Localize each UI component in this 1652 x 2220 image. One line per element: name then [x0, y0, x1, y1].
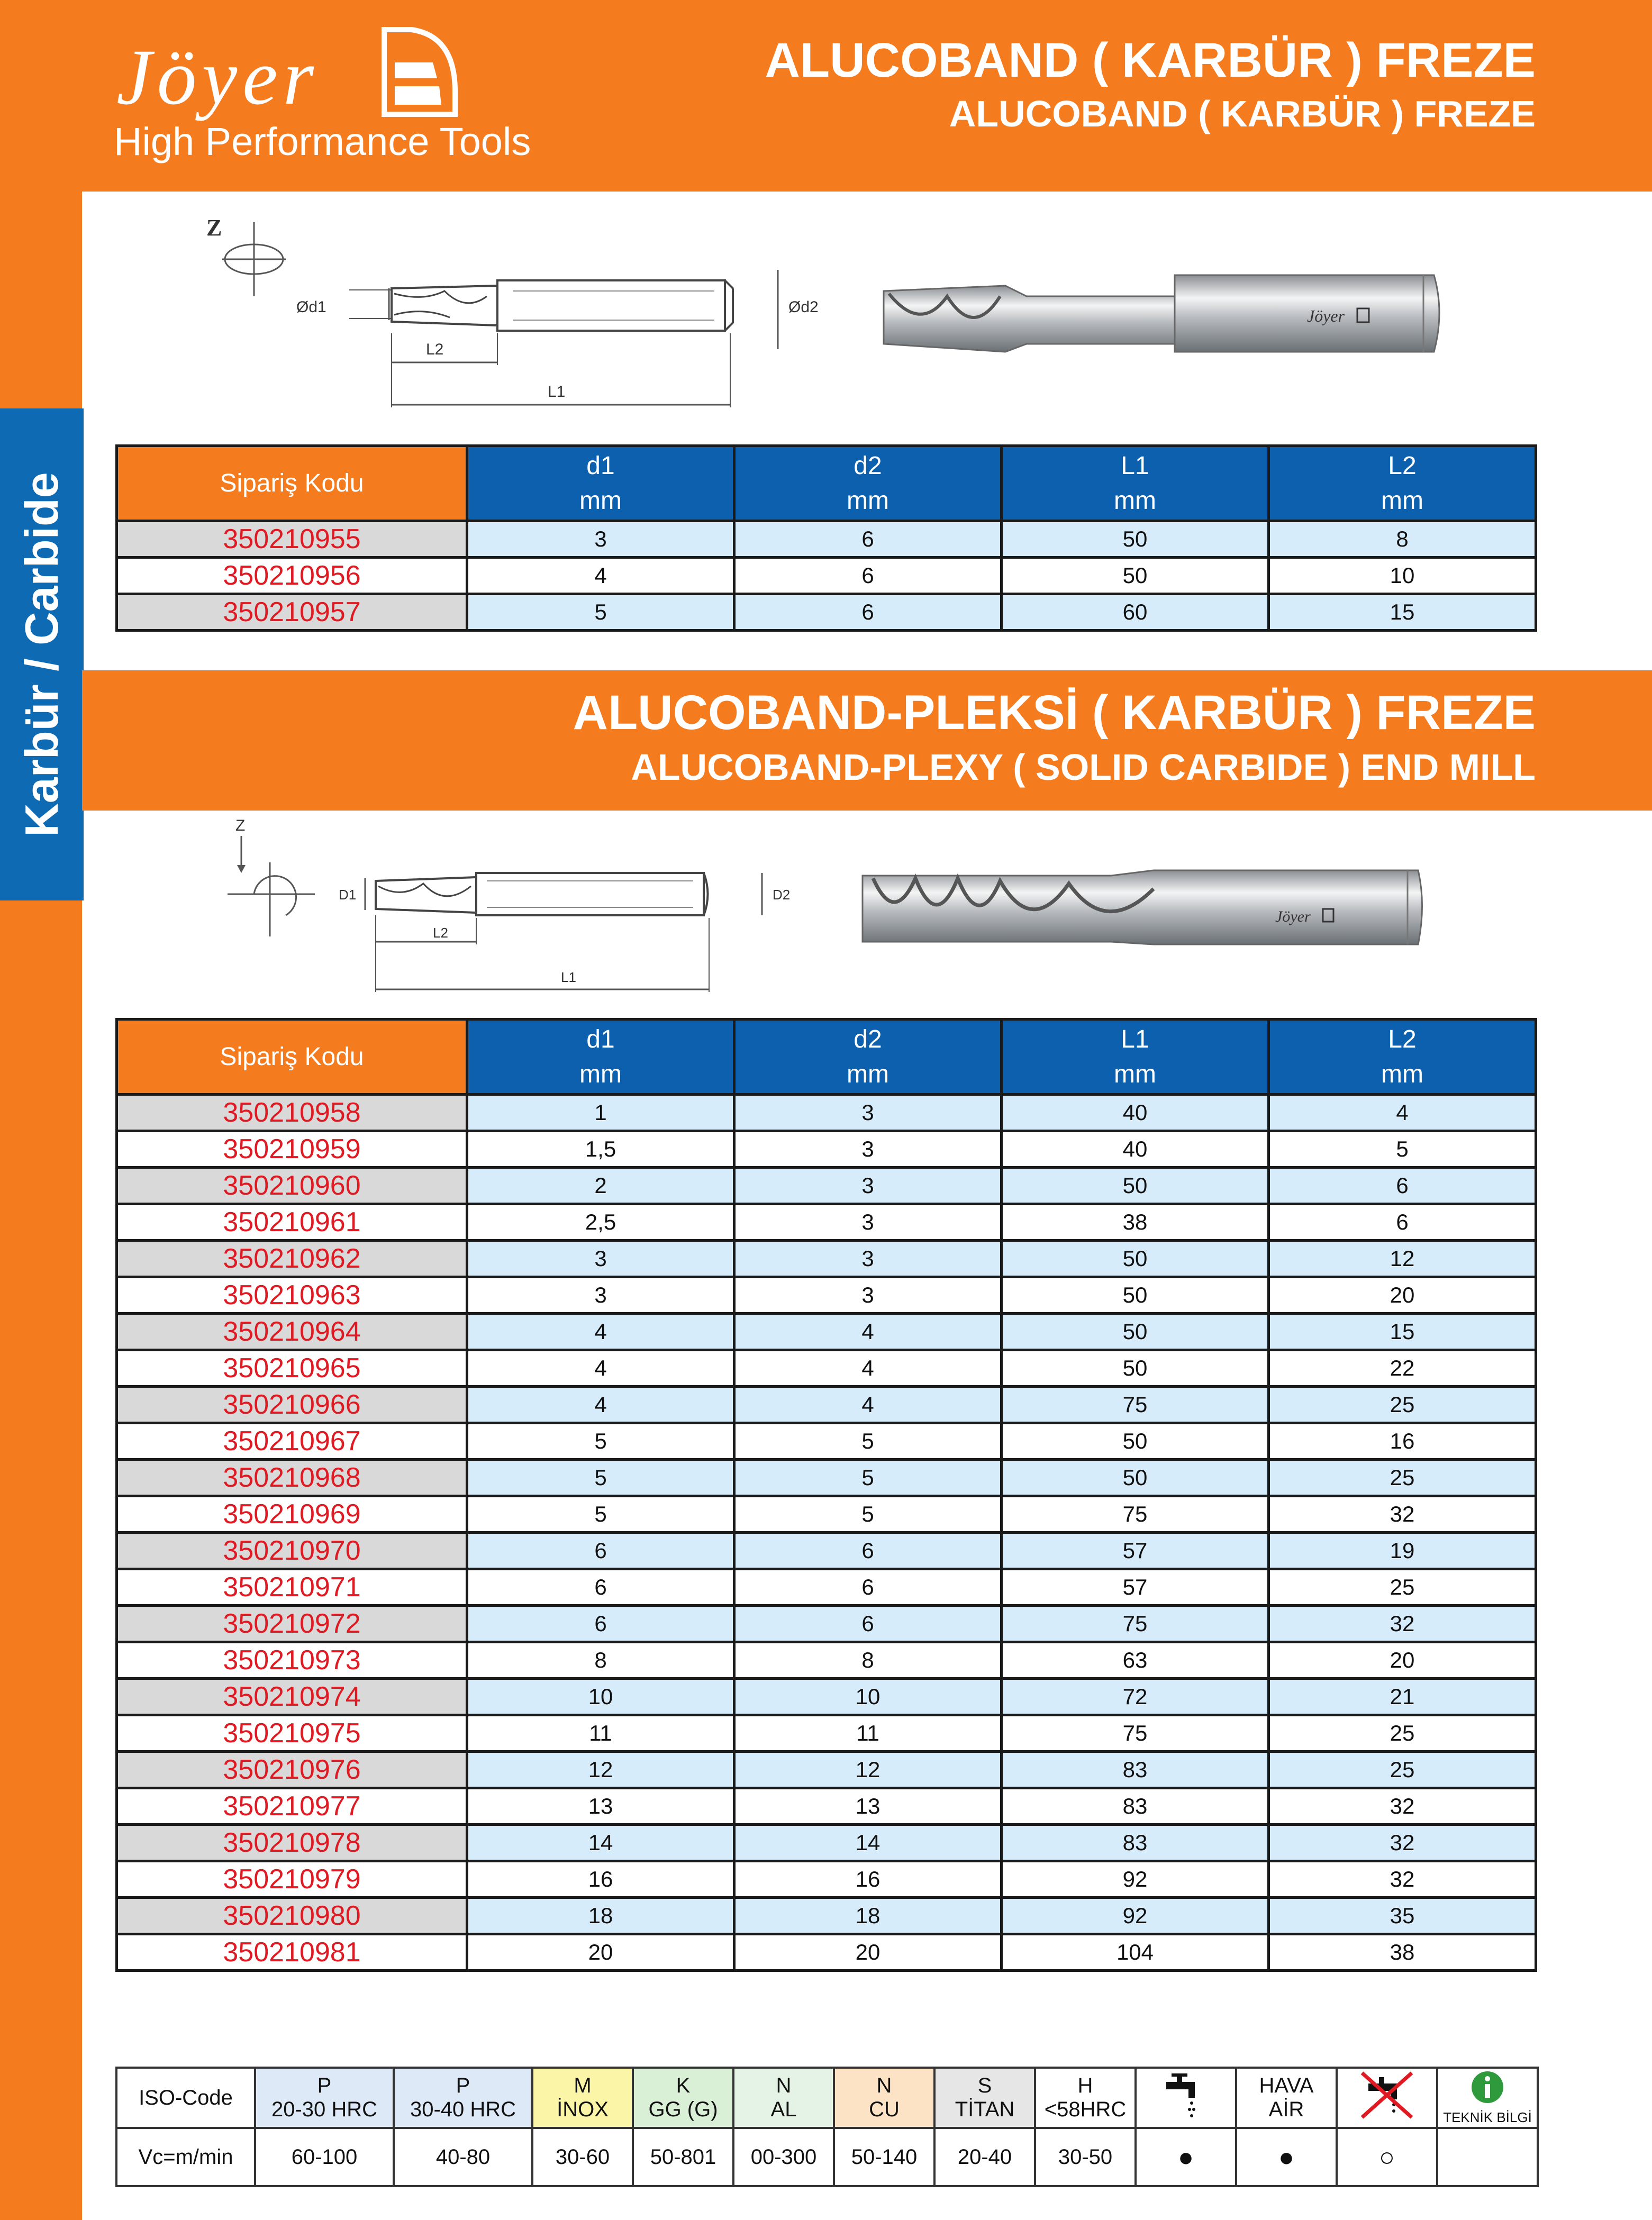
- order-code-cell: 350210969: [117, 1496, 467, 1533]
- table-row: [117, 1095, 1536, 1131]
- value-cell: 83: [1002, 1752, 1269, 1788]
- iso-p2: P 30-40 HRC: [394, 2068, 532, 2128]
- header-l2: L2 mm: [1269, 446, 1536, 521]
- order-code-cell: 350210961: [117, 1204, 467, 1241]
- value-cell: 10: [1269, 558, 1536, 594]
- table-row: [117, 1533, 1536, 1569]
- drawing2-d2-label: D2: [773, 887, 791, 903]
- value-cell: 3: [734, 1168, 1002, 1204]
- section1-spec-table: [115, 444, 1537, 632]
- value-cell: 3: [734, 1241, 1002, 1277]
- value-cell: 50: [1002, 1277, 1269, 1314]
- value-cell: 50: [1002, 1241, 1269, 1277]
- header-d1: d1 mm: [467, 446, 734, 521]
- value-cell: 63: [1002, 1642, 1269, 1679]
- value-cell: 50: [1002, 1168, 1269, 1204]
- iso-m: M İNOX: [532, 2068, 633, 2128]
- value-cell: 13: [734, 1788, 1002, 1825]
- value-cell: 4: [467, 1350, 734, 1387]
- vc-h: 30-50: [1035, 2128, 1136, 2186]
- order-code-cell: 350210973: [117, 1642, 467, 1679]
- value-cell: 6: [734, 521, 1002, 558]
- order-code-cell: 350210978: [117, 1825, 467, 1861]
- drawing1-d2-label: Ød2: [788, 298, 819, 316]
- order-code-cell: 350210958: [117, 1095, 467, 1131]
- order-code-cell: 350210974: [117, 1679, 467, 1715]
- table-row: [117, 1277, 1536, 1314]
- order-code-cell: 350210981: [117, 1934, 467, 1971]
- header-d2: d2 mm: [734, 1020, 1002, 1095]
- table-row: [117, 1569, 1536, 1606]
- value-cell: 25: [1269, 1569, 1536, 1606]
- value-cell: 5: [467, 594, 734, 631]
- table-row: [117, 1460, 1536, 1496]
- table-row: [117, 1204, 1536, 1241]
- order-code-cell: 350210976: [117, 1752, 467, 1788]
- value-cell: 6: [734, 1569, 1002, 1606]
- value-cell: 10: [734, 1679, 1002, 1715]
- table-row: [117, 1496, 1536, 1533]
- section2-product-photo: [857, 857, 1429, 958]
- value-cell: 75: [1002, 1496, 1269, 1533]
- value-cell: 6: [467, 1533, 734, 1569]
- table-row: [117, 1314, 1536, 1350]
- coolant-dry-cell: [1337, 2068, 1437, 2128]
- value-cell: 3: [467, 1241, 734, 1277]
- order-code-cell: 350210955: [117, 521, 467, 558]
- value-cell: 4: [467, 1314, 734, 1350]
- value-cell: 4: [734, 1350, 1002, 1387]
- value-cell: 12: [734, 1752, 1002, 1788]
- value-cell: 6: [734, 594, 1002, 631]
- photo2-logo: Jöyer: [1275, 908, 1311, 925]
- vc-s: 20-40: [934, 2128, 1035, 2186]
- section1-title-en: ALUCOBAND ( KARBÜR ) FREZE: [949, 93, 1536, 134]
- section2-title-tr: ALUCOBAND-PLEKSİ ( KARBÜR ) FREZE: [573, 686, 1536, 740]
- table-row: [117, 1679, 1536, 1715]
- value-cell: 75: [1002, 1387, 1269, 1423]
- order-code-cell: 350210965: [117, 1350, 467, 1387]
- value-cell: 16: [467, 1861, 734, 1898]
- side-tab-label: Karbür / Carbide: [15, 472, 68, 837]
- iso-k: K GG (G): [633, 2068, 733, 2128]
- value-cell: 5: [734, 1496, 1002, 1533]
- table-row: [117, 1350, 1536, 1387]
- table-row: [117, 1387, 1536, 1423]
- order-code-cell: 350210967: [117, 1423, 467, 1460]
- value-cell: 18: [467, 1898, 734, 1934]
- drawing2-d1-label: D1: [339, 887, 357, 903]
- value-cell: 38: [1002, 1204, 1269, 1241]
- drawing1-d1-label: Ød1: [296, 298, 326, 316]
- order-code-cell: 350210959: [117, 1131, 467, 1168]
- header-order-code: Sipariş Kodu: [117, 1020, 467, 1095]
- value-cell: 57: [1002, 1533, 1269, 1569]
- value-cell: 5: [734, 1423, 1002, 1460]
- value-cell: 92: [1002, 1898, 1269, 1934]
- value-cell: 19: [1269, 1533, 1536, 1569]
- value-cell: 25: [1269, 1387, 1536, 1423]
- value-cell: 38: [1269, 1934, 1536, 1971]
- value-cell: 16: [734, 1861, 1002, 1898]
- iso-code-label: ISO-Code: [116, 2068, 255, 2128]
- value-cell: 50: [1002, 1460, 1269, 1496]
- value-cell: 3: [734, 1095, 1002, 1131]
- drawing1-l2-label: L2: [426, 341, 444, 358]
- value-cell: 50: [1002, 521, 1269, 558]
- header-order-code: Sipariş Kodu: [117, 446, 467, 521]
- order-code-cell: 350210970: [117, 1533, 467, 1569]
- value-cell: 2,5: [467, 1204, 734, 1241]
- value-cell: 25: [1269, 1715, 1536, 1752]
- table-row: [117, 1131, 1536, 1168]
- value-cell: 21: [1269, 1679, 1536, 1715]
- technical-info-label: TEKNİK BİLGİ: [1443, 2109, 1532, 2125]
- value-cell: 32: [1269, 1825, 1536, 1861]
- value-cell: 6: [467, 1606, 734, 1642]
- order-code-cell: 350210975: [117, 1715, 467, 1752]
- iso-h: H <58HRC: [1035, 2068, 1136, 2128]
- value-cell: 75: [1002, 1715, 1269, 1752]
- order-code-cell: 350210979: [117, 1861, 467, 1898]
- vc-k: 50-801: [633, 2128, 733, 2186]
- drawing2-l2-label: L2: [433, 925, 448, 941]
- header-l2: L2 mm: [1269, 1020, 1536, 1095]
- value-cell: 92: [1002, 1861, 1269, 1898]
- value-cell: 6: [734, 1533, 1002, 1569]
- value-cell: 3: [734, 1131, 1002, 1168]
- value-cell: 104: [1002, 1934, 1269, 1971]
- value-cell: 6: [734, 1606, 1002, 1642]
- order-code-cell: 350210962: [117, 1241, 467, 1277]
- value-cell: 20: [467, 1934, 734, 1971]
- order-code-cell: 350210971: [117, 1569, 467, 1606]
- brand-logo-text: Jöyer: [116, 33, 320, 121]
- value-cell: 1,5: [467, 1131, 734, 1168]
- no-coolant-icon: [1358, 2069, 1416, 2122]
- value-cell: 32: [1269, 1861, 1536, 1898]
- value-cell: 5: [734, 1460, 1002, 1496]
- order-code-cell: 350210980: [117, 1898, 467, 1934]
- value-cell: 57: [1002, 1569, 1269, 1606]
- value-cell: 6: [1269, 1204, 1536, 1241]
- value-cell: 3: [467, 1277, 734, 1314]
- table-row: [117, 1752, 1536, 1788]
- value-cell: 25: [1269, 1752, 1536, 1788]
- value-cell: 40: [1002, 1131, 1269, 1168]
- header-d1: d1 mm: [467, 1020, 734, 1095]
- value-cell: 12: [1269, 1241, 1536, 1277]
- value-cell: 60: [1002, 594, 1269, 631]
- value-cell: 22: [1269, 1350, 1536, 1387]
- value-cell: 10: [467, 1679, 734, 1715]
- table-row: [117, 1861, 1536, 1898]
- table-row: [117, 1606, 1536, 1642]
- value-cell: 4: [734, 1314, 1002, 1350]
- value-cell: 5: [467, 1496, 734, 1533]
- table-row: [117, 1241, 1536, 1277]
- value-cell: 72: [1002, 1679, 1269, 1715]
- table-row: [117, 1168, 1536, 1204]
- section2-spec-table: [115, 1018, 1537, 1972]
- value-cell: 50: [1002, 1350, 1269, 1387]
- value-cell: 6: [734, 558, 1002, 594]
- value-cell: 32: [1269, 1788, 1536, 1825]
- value-cell: 20: [734, 1934, 1002, 1971]
- value-cell: 5: [467, 1423, 734, 1460]
- value-cell: 50: [1002, 1423, 1269, 1460]
- coolant-air-cell: HAVA AİR: [1236, 2068, 1337, 2128]
- value-cell: 5: [467, 1460, 734, 1496]
- header-l1: L1 mm: [1002, 446, 1269, 521]
- section2-title-en: ALUCOBAND-PLEXY ( SOLID CARBIDE ) END MILL: [631, 747, 1536, 788]
- value-cell: 40: [1002, 1095, 1269, 1131]
- value-cell: 11: [467, 1715, 734, 1752]
- section1-product-photo: [878, 254, 1450, 370]
- value-cell: 50: [1002, 558, 1269, 594]
- value-cell: 16: [1269, 1423, 1536, 1460]
- section2-technical-drawing: [222, 815, 831, 1005]
- iso-p1: P 20-30 HRC: [255, 2068, 394, 2128]
- coolant-wet-cell: [1136, 2068, 1236, 2128]
- value-cell: 12: [467, 1752, 734, 1788]
- order-code-cell: 350210966: [117, 1387, 467, 1423]
- value-cell: 20: [1269, 1277, 1536, 1314]
- value-cell: 14: [467, 1825, 734, 1861]
- value-cell: 3: [467, 521, 734, 558]
- value-cell: 8: [467, 1642, 734, 1679]
- value-cell: 5: [1269, 1131, 1536, 1168]
- header-l1: L1 mm: [1002, 1020, 1269, 1095]
- vc-m: 30-60: [532, 2128, 633, 2186]
- order-code-cell: 350210956: [117, 558, 467, 594]
- brand-logo-icon: [380, 25, 459, 118]
- info-empty-cell: [1437, 2128, 1538, 2186]
- order-code-cell: 350210963: [117, 1277, 467, 1314]
- section1-title-tr: ALUCOBAND ( KARBÜR ) FREZE: [765, 33, 1536, 87]
- value-cell: 1: [467, 1095, 734, 1131]
- value-cell: 3: [734, 1277, 1002, 1314]
- vc-p2: 40-80: [394, 2128, 532, 2186]
- table-row: [117, 594, 1536, 631]
- dry-mark: ○: [1337, 2128, 1437, 2186]
- vc-label: Vc=m/min: [116, 2128, 255, 2186]
- order-code-cell: 350210964: [117, 1314, 467, 1350]
- table-row: [117, 1423, 1536, 1460]
- drawing2-l1-label: L1: [561, 969, 576, 985]
- section1-technical-drawing: [201, 206, 836, 429]
- table-row: [117, 1788, 1536, 1825]
- wet-mark: ●: [1136, 2128, 1236, 2186]
- table-row: [117, 1715, 1536, 1752]
- order-code-cell: 350210972: [117, 1606, 467, 1642]
- iso-n-cu: N CU: [834, 2068, 934, 2128]
- value-cell: 32: [1269, 1496, 1536, 1533]
- drawing2-z-label: Z: [235, 817, 246, 834]
- table-row: [117, 521, 1536, 558]
- value-cell: 6: [467, 1569, 734, 1606]
- order-code-cell: 350210960: [117, 1168, 467, 1204]
- value-cell: 20: [1269, 1642, 1536, 1679]
- value-cell: 4: [467, 1387, 734, 1423]
- value-cell: 25: [1269, 1460, 1536, 1496]
- value-cell: 8: [734, 1642, 1002, 1679]
- value-cell: 83: [1002, 1788, 1269, 1825]
- info-icon: [1471, 2070, 1504, 2104]
- order-code-cell: 350210957: [117, 594, 467, 631]
- value-cell: 6: [1269, 1168, 1536, 1204]
- value-cell: 13: [467, 1788, 734, 1825]
- value-cell: 50: [1002, 1314, 1269, 1350]
- value-cell: 2: [467, 1168, 734, 1204]
- drawing1-z-label: Z: [206, 215, 222, 241]
- value-cell: 18: [734, 1898, 1002, 1934]
- brand-tagline: High Performance Tools: [114, 120, 531, 163]
- iso-s: S TİTAN: [934, 2068, 1035, 2128]
- iso-n-al: N AL: [733, 2068, 834, 2128]
- value-cell: 4: [1269, 1095, 1536, 1131]
- value-cell: 14: [734, 1825, 1002, 1861]
- vc-p1: 60-100: [255, 2128, 394, 2186]
- value-cell: 83: [1002, 1825, 1269, 1861]
- table-row: [117, 1934, 1536, 1971]
- value-cell: 4: [467, 558, 734, 594]
- value-cell: 11: [734, 1715, 1002, 1752]
- photo1-logo: Jöyer: [1307, 306, 1345, 325]
- value-cell: 3: [734, 1204, 1002, 1241]
- air-mark: ●: [1236, 2128, 1337, 2186]
- value-cell: 75: [1002, 1606, 1269, 1642]
- table-row: [117, 1898, 1536, 1934]
- iso-cutting-table: [115, 2067, 1539, 2187]
- value-cell: 8: [1269, 521, 1536, 558]
- vc-n-cu: 50-140: [834, 2128, 934, 2186]
- technical-info-cell: [1437, 2068, 1538, 2128]
- table-row: [117, 558, 1536, 594]
- value-cell: 4: [734, 1387, 1002, 1423]
- order-code-cell: 350210968: [117, 1460, 467, 1496]
- order-code-cell: 350210977: [117, 1788, 467, 1825]
- value-cell: 15: [1269, 1314, 1536, 1350]
- value-cell: 32: [1269, 1606, 1536, 1642]
- coolant-tap-icon: [1162, 2071, 1210, 2119]
- table-row: [117, 1642, 1536, 1679]
- drawing1-l1-label: L1: [548, 383, 566, 401]
- header-d2: d2 mm: [734, 446, 1002, 521]
- table-row: [117, 1825, 1536, 1861]
- value-cell: 35: [1269, 1898, 1536, 1934]
- vc-n-al: 00-300: [733, 2128, 834, 2186]
- value-cell: 15: [1269, 594, 1536, 631]
